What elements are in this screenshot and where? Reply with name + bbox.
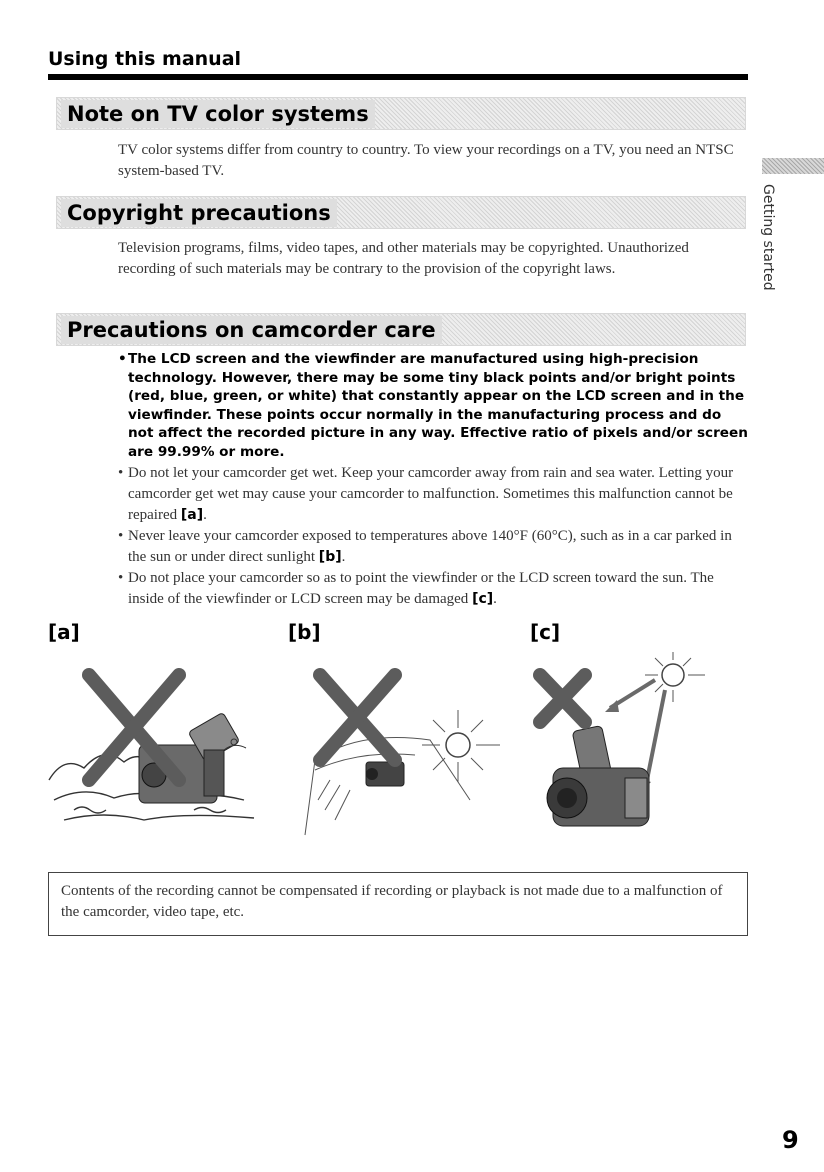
bullet-wet (118, 463, 750, 526)
bullet-text: Do not place your camcorder so as to point the viewfinder or the LCD screen toward the sun. The inside of the viewfinder or LCD screen may be damaged (128, 570, 714, 607)
bullet-end: . (341, 549, 346, 565)
figure-ref: [b] (318, 549, 342, 565)
side-tab-label: Getting started (760, 184, 776, 291)
section-text-tv-color: TV color systems differ from country to country. To view your recordings on a TV, you need an NTSC system-based TV. (118, 142, 734, 179)
figure-ref: [a] (180, 507, 204, 523)
bullet-end: . (493, 591, 497, 607)
figure-label-b: [b] (288, 620, 321, 644)
side-tab-marker (762, 158, 824, 174)
compensation-notice-box (48, 872, 748, 936)
care-bullet-list (118, 350, 750, 610)
bullet-end: . (203, 507, 207, 523)
section-header-copyright (56, 196, 746, 229)
section-title: Note on TV color systems (61, 100, 375, 128)
illustration-camcorder-in-sun-car (300, 650, 515, 840)
section-header-camcorder-care (56, 313, 746, 346)
figure-label-c: [c] (530, 620, 561, 644)
section-title: Precautions on camcorder care (61, 316, 442, 344)
bullet-text: Do not let your camcorder get wet. Keep your camcorder away from rain and sea water. Letting your camcorder get wet may cause your camcorder to malfunction. Sometimes this malfunction cannot be repaired (128, 465, 734, 523)
bullet-lcd-notice (118, 350, 750, 461)
page-title: Using this manual (48, 48, 242, 70)
figure-label-a: [a] (48, 620, 80, 644)
section-text-copyright: Television programs, films, video tapes, and other materials may be copyrighted. Unauthorized recording of such materials may be contrary to the provision of the copyright laws. (118, 240, 689, 277)
bullet-text: Never leave your camcorder exposed to temperatures above 140°F (60°C), such as in a car parked in the sun or under direct sunlight (128, 528, 732, 565)
section-title: Copyright precautions (61, 199, 337, 227)
illustration-viewfinder-toward-sun (515, 650, 730, 850)
page-number: 9 (782, 1126, 799, 1154)
illustration-camcorder-in-water (44, 650, 274, 840)
figure-ref: [c] (472, 591, 494, 607)
bullet-sun (118, 568, 750, 610)
compensation-notice-text: Contents of the recording cannot be compensated if recording or playback is not made due to a malfunction of the camcorder, video tape, etc. (61, 883, 723, 920)
bullet-text: The LCD screen and the viewfinder are manufactured using high-precision technology. However, there may be some tiny black points and/or bright points (red, blue, green, or white) that constantly appear on the LCD screen and in the viewfinder. These points occur normally in the manufacturing process and do not affect the recorded picture in any way. Effective ratio of pixels and/or screen are 99.99% or more. (128, 351, 748, 460)
section-header-tv-color (56, 97, 746, 130)
bullet-temperature (118, 526, 750, 568)
heading-rule (48, 74, 748, 80)
